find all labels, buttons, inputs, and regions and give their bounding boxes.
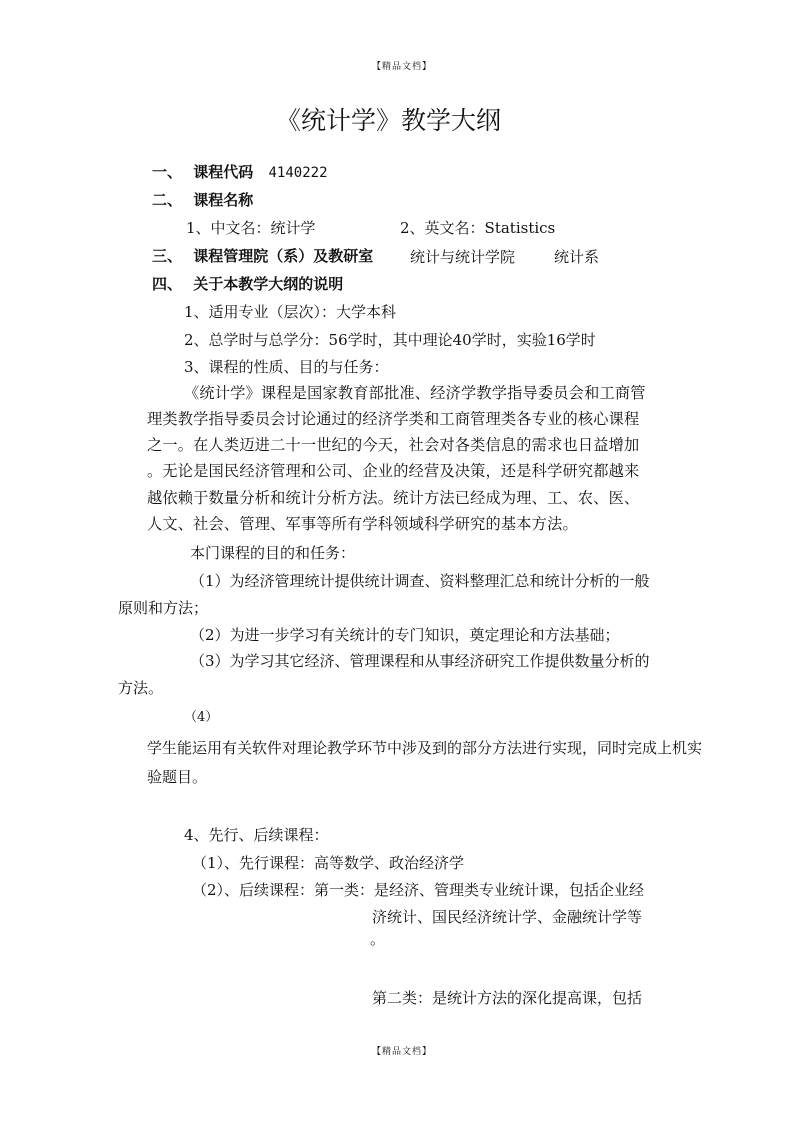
section-number: 三、	[152, 247, 183, 265]
section-3-heading	[152, 245, 373, 266]
section-2-heading	[152, 189, 253, 210]
section-label: 课程代码	[193, 163, 254, 181]
purpose-4-number: （4）	[184, 710, 219, 725]
paragraph-line: 越依赖于数量分析和统计分析方法。统计方法已经成为理、工、农、医、	[147, 489, 640, 507]
purpose-3-cont: 方法。	[118, 679, 164, 697]
prereq-second-category: 第二类：是统计方法的深化提高课，包括	[372, 989, 643, 1007]
section-label: 课程管理院（系）及教研室	[193, 247, 374, 265]
section-number: 一、	[152, 163, 183, 181]
purpose-1: （1）为经济管理统计提供统计调查、资料整理汇总和统计分析的一般	[190, 572, 650, 590]
page-title: 《统计学》教学大纲	[276, 106, 502, 135]
paragraph-line: 理类教学指导委员会讨论通过的经济学类和工商管理类各专业的核心课程	[147, 410, 640, 428]
section-label: 关于本教学大纲的说明	[193, 275, 344, 293]
paragraph-line: 人文、社会、管理、军事等所有学科领域科学研究的基本方法。	[147, 515, 578, 533]
purpose-intro: 本门课程的目的和任务：	[190, 544, 356, 562]
prereq-follow: （2）、后续课程：第一类：是经济、管理类专业统计课，包括企业经	[192, 881, 645, 899]
header-mark: 【精品文档】	[372, 62, 433, 72]
section-label: 课程名称	[193, 191, 254, 209]
purpose-3: （3）为学习其它经济、管理课程和从事经济研究工作提供数量分析的	[190, 652, 650, 670]
english-name: 2、英文名：Statistics	[400, 219, 556, 237]
item-hours-credits: 2、总学时与总学分：56学时，其中理论40学时，实验16学时	[184, 331, 596, 349]
department-name: 统计系	[554, 248, 600, 266]
college-name: 统计与统计学院	[410, 248, 516, 266]
section-4-heading	[152, 273, 343, 294]
section-number: 四、	[152, 275, 183, 293]
purpose-4: 学生能运用有关软件对理论教学环节中涉及到的部分方法进行实现，同时完成上机实	[147, 739, 703, 757]
section-1-heading	[152, 161, 328, 182]
footer-mark: 【精品文档】	[372, 1047, 433, 1057]
prereq-heading: 4、先行、后续课程：	[184, 826, 329, 844]
paragraph-line: 《统计学》课程是国家教育部批准、经济学教学指导委员会和工商管	[184, 384, 646, 402]
chinese-name: 1、中文名：统计学	[186, 219, 316, 237]
purpose-2: （2）为进一步学习有关统计的专门知识，奠定理论和方法基础；	[190, 626, 620, 644]
prereq-follow-period: 。	[370, 930, 386, 948]
course-code: 4140222	[268, 165, 328, 181]
item-applicable-major: 1、适用专业（层次）：大学本科	[184, 303, 397, 321]
paragraph-line: 。无论是国民经济管理和公司、企业的经营及决策，还是科学研究都越来	[147, 462, 640, 480]
prereq-follow-cont: 济统计、国民经济统计学、金融统计学等	[372, 908, 643, 926]
purpose-4-cont: 验题目。	[147, 768, 208, 786]
section-number: 二、	[152, 191, 183, 209]
prereq-prior: （1）、先行课程：高等数学、政治经济学	[192, 854, 465, 872]
purpose-1-cont: 原则和方法；	[118, 599, 209, 617]
paragraph-line: 之一。在人类迈进二十一世纪的今天，社会对各类信息的需求也日益增加	[147, 436, 640, 454]
item-nature-purpose: 3、课程的性质、目的与任务：	[184, 358, 389, 376]
